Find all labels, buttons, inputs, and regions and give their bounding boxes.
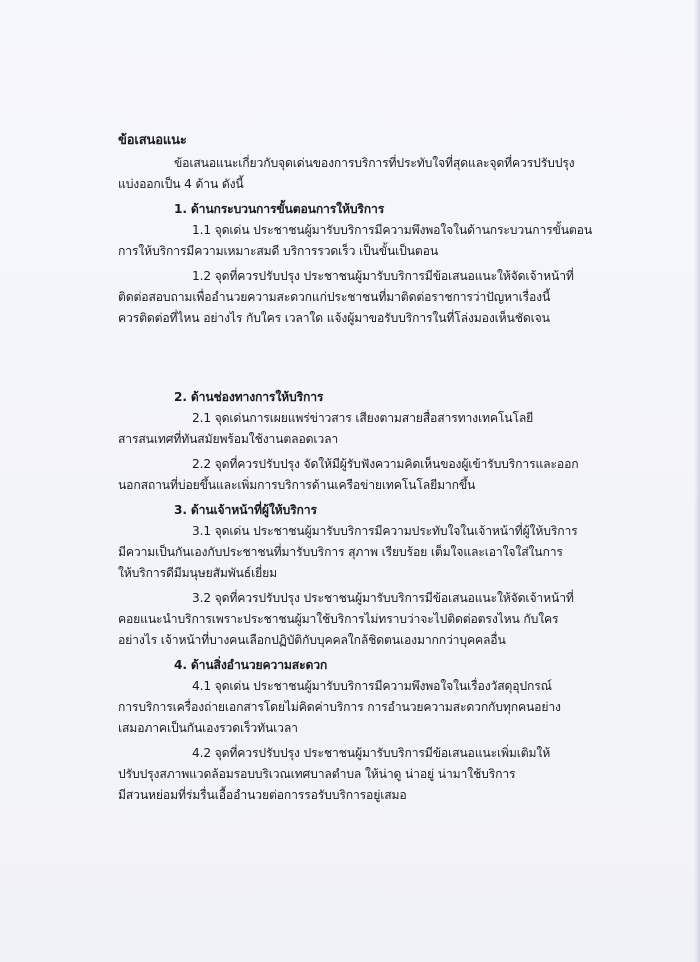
section-4 bbox=[118, 655, 618, 806]
paragraph-line: นอกสถานที่บ่อยขึ้นและเพิ่มการบริการด้านเครือข่ายเทคโนโลยีมากขึ้น bbox=[118, 478, 476, 492]
paragraph-1-2 bbox=[118, 266, 618, 329]
paragraph-2-1 bbox=[118, 408, 618, 450]
paragraph-line: 1.2 จุดที่ควรปรับปรุง ประชาชนผู้มารับบริการมีข้อเสนอแนะให้จัดเจ้าหน้าที่ bbox=[192, 269, 574, 283]
paragraph-line: การให้บริการมีความเหมาะสมดี บริการรวดเร็ว เป็นขั้นเป็นตอน bbox=[118, 244, 439, 258]
intro-paragraph bbox=[118, 153, 618, 195]
section-2 bbox=[118, 387, 618, 496]
scan-shadow-edge bbox=[694, 0, 700, 962]
section-1 bbox=[118, 199, 618, 329]
intro-line: แบ่งออกเป็น 4 ด้าน ดังนี้ bbox=[118, 177, 244, 191]
paragraph-line: 1.1 จุดเด่น ประชาชนผู้มารับบริการมีความพึงพอใจในด้านกระบวนการขั้นตอน bbox=[192, 223, 593, 237]
paragraph-line: มีความเป็นกันเองกับประชาชนที่มารับบริการ สุภาพ เรียบร้อย เต็มใจและเอาใจใส่ในการ bbox=[118, 545, 563, 559]
paragraph-line: อย่างไร เจ้าหน้าที่บางคนเลือกปฏิบัติกับบุคคลใกล้ชิดตนเองมากกว่าบุคคลอื่น bbox=[118, 633, 506, 647]
section-title: 2. ด้านช่องทางการให้บริการ bbox=[174, 390, 324, 404]
paragraph-line: 4.1 จุดเด่น ประชาชนผู้มารับบริการมีความพึงพอใจในเรื่องวัสดุอุปกรณ์ bbox=[192, 679, 552, 693]
section-title: 3. ด้านเจ้าหน้าที่ผู้ให้บริการ bbox=[174, 503, 317, 517]
paragraph-line: ควรติดต่อที่ไหน อย่างไร กับใคร เวลาใด แจ้งผู้มาขอรับบริการในที่โล่งมองเห็นชัดเจน bbox=[118, 311, 550, 325]
paragraph-line: 4.2 จุดที่ควรปรับปรุง ประชาชนผู้มารับบริการมีข้อเสนอแนะเพิ่มเติมให้ bbox=[192, 746, 551, 760]
document-heading: ข้อเสนอแนะ bbox=[118, 133, 187, 148]
paragraph-line: การบริการเครื่องถ่ายเอกสารโดยไม่คิดค่าบริการ การอำนวยความสะดวกกับทุกคนอย่าง bbox=[118, 700, 561, 714]
paragraph-line: 3.1 จุดเด่น ประชาชนผู้มารับบริการมีความประทับใจในเจ้าหน้าที่ผู้ให้บริการ bbox=[192, 524, 578, 538]
paragraph-line: 2.2 จุดที่ควรปรับปรุง จัดให้มีผู้รับฟังความคิดเห็นของผู้เข้ารับบริการและออก bbox=[192, 457, 579, 471]
paragraph-line: 3.2 จุดที่ควรปรับปรุง ประชาชนผู้มารับบริการมีข้อเสนอแนะให้จัดเจ้าหน้าที่ bbox=[192, 591, 574, 605]
paragraph-line: ติดต่อสอบถามเพื่ออำนวยความสะดวกแก่ประชาชนที่มาติดต่อราชการว่าปัญหาเรื่องนี้ bbox=[118, 290, 551, 304]
paragraph-3-1 bbox=[118, 521, 618, 584]
paragraph-3-2 bbox=[118, 588, 618, 651]
paragraph-line: เสมอภาคเป็นกันเองรวดเร็วทันเวลา bbox=[118, 721, 298, 735]
paragraph-line: สารสนเทศที่ทันสมัยพร้อมใช้งานตลอดเวลา bbox=[118, 432, 339, 446]
paragraph-line: คอยแนะนำบริการเพราะประชาชนผู้มาใช้บริการไม่ทราบว่าจะไปติดต่อตรงไหน กับใคร bbox=[118, 612, 559, 626]
paragraph-2-2 bbox=[118, 454, 618, 496]
document-body bbox=[118, 130, 618, 810]
section-3 bbox=[118, 500, 618, 651]
paragraph-1-1 bbox=[118, 220, 618, 262]
blank-space bbox=[118, 333, 618, 387]
intro-line: ข้อเสนอแนะเกี่ยวกับจุดเด่นของการบริการที่ประทับใจที่สุดและจุดที่ควรปรับปรุง bbox=[174, 156, 575, 170]
section-title: 1. ด้านกระบวนการขั้นตอนการให้บริการ bbox=[174, 202, 385, 216]
paragraph-line: ให้บริการดีมีมนุษยสัมพันธ์เยี่ยม bbox=[118, 566, 277, 580]
paragraph-4-2 bbox=[118, 743, 618, 806]
paragraph-line: มีสวนหย่อมที่ร่มรื่นเอื้ออำนวยต่อการรอรับบริการอยู่เสมอ bbox=[118, 788, 407, 802]
paragraph-line: ปรับปรุงสภาพแวดล้อมรอบบริเวณเทศบาลตำบล ให้น่าดู น่าอยู่ น่ามาใช้บริการ bbox=[118, 767, 516, 781]
section-title: 4. ด้านสิ่งอำนวยความสะดวก bbox=[174, 658, 328, 672]
paragraph-line: 2.1 จุดเด่นการเผยแพร่ข่าวสาร เสียงตามสายสื่อสารทางเทคโนโลยี bbox=[192, 411, 534, 425]
paragraph-4-1 bbox=[118, 676, 618, 739]
